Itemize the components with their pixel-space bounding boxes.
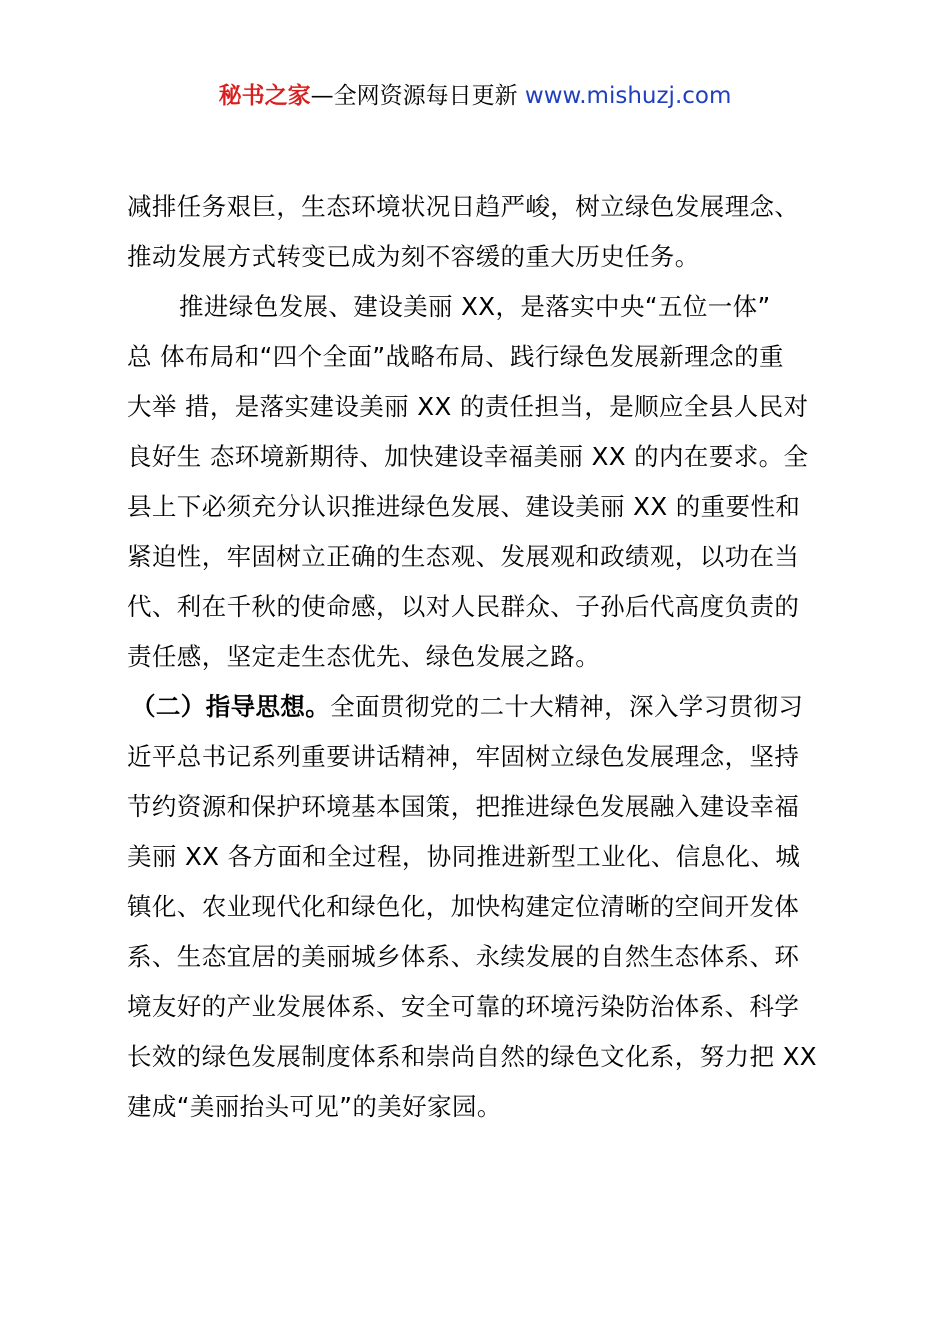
text-line: 建成“美丽抬头可见”的美好家园。 [127,1092,502,1121]
document-body [127,182,837,1132]
text-line: 镇化、农业现代化和绿色化，加快构建定位清晰的空间开发体 [127,892,800,921]
site-url-link[interactable]: www.mishuzj.com [524,83,732,109]
section-heading-line [127,682,837,732]
text-line: 责任感，坚定走生态优先、绿色发展之路。 [127,642,601,671]
text-line: 美丽 XX 各方面和全过程，协同推进新型工业化、信息化、城 [127,842,801,871]
text-line: 系、生态宜居的美丽城乡体系、永续发展的自然生态体系、环 [127,942,800,971]
text-line: 长效的绿色发展制度体系和崇尚自然的绿色文化系，努力把 XX [127,1042,817,1071]
text-line: 节约资源和保护环境基本国策，把推进绿色发展融入建设幸福 [127,792,800,821]
section-heading: （二）指导思想。 [131,692,331,721]
text-line: 减排任务艰巨，生态环境状况日趋严峻，树立绿色发展理念、 [127,192,800,221]
text-line: 良好生 态环境新期待、加快建设幸福美丽 XX 的内在要求。全 [127,442,809,471]
site-brand: 秘书之家 [218,83,311,109]
text-run: 全面贯彻党的二十大精神，深入学习贯彻习 [330,692,804,721]
text-line: 紧迫性，牢固树立正确的生态观、发展观和政绩观，以功在当 [127,542,800,571]
text-line: 总 体布局和“四个全面”战略布局、践行绿色发展新理念的重 [127,342,784,371]
text-line: 县上下必须充分认识推进绿色发展、建设美丽 XX 的重要性和 [127,492,801,521]
text-line: 大举 措，是落实建设美丽 XX 的责任担当，是顺应全县人民对 [127,392,809,421]
text-line: 推进绿色发展、建设美丽 XX，是落实中央“五位一体” [179,292,771,321]
text-line: 境友好的产业发展体系、安全可靠的环境污染防治体系、科学 [127,992,800,1021]
text-line: 代、利在千秋的使命感，以对人民群众、子孙后代高度负责的 [127,592,800,621]
text-line: 推动发展方式转变已成为刻不容缓的重大历史任务。 [127,242,700,271]
text-line: 近平总书记系列重要讲话精神，牢固树立绿色发展理念，坚持 [127,742,800,771]
page-header [0,80,950,112]
site-tagline: —全网资源每日更新 [310,83,525,109]
